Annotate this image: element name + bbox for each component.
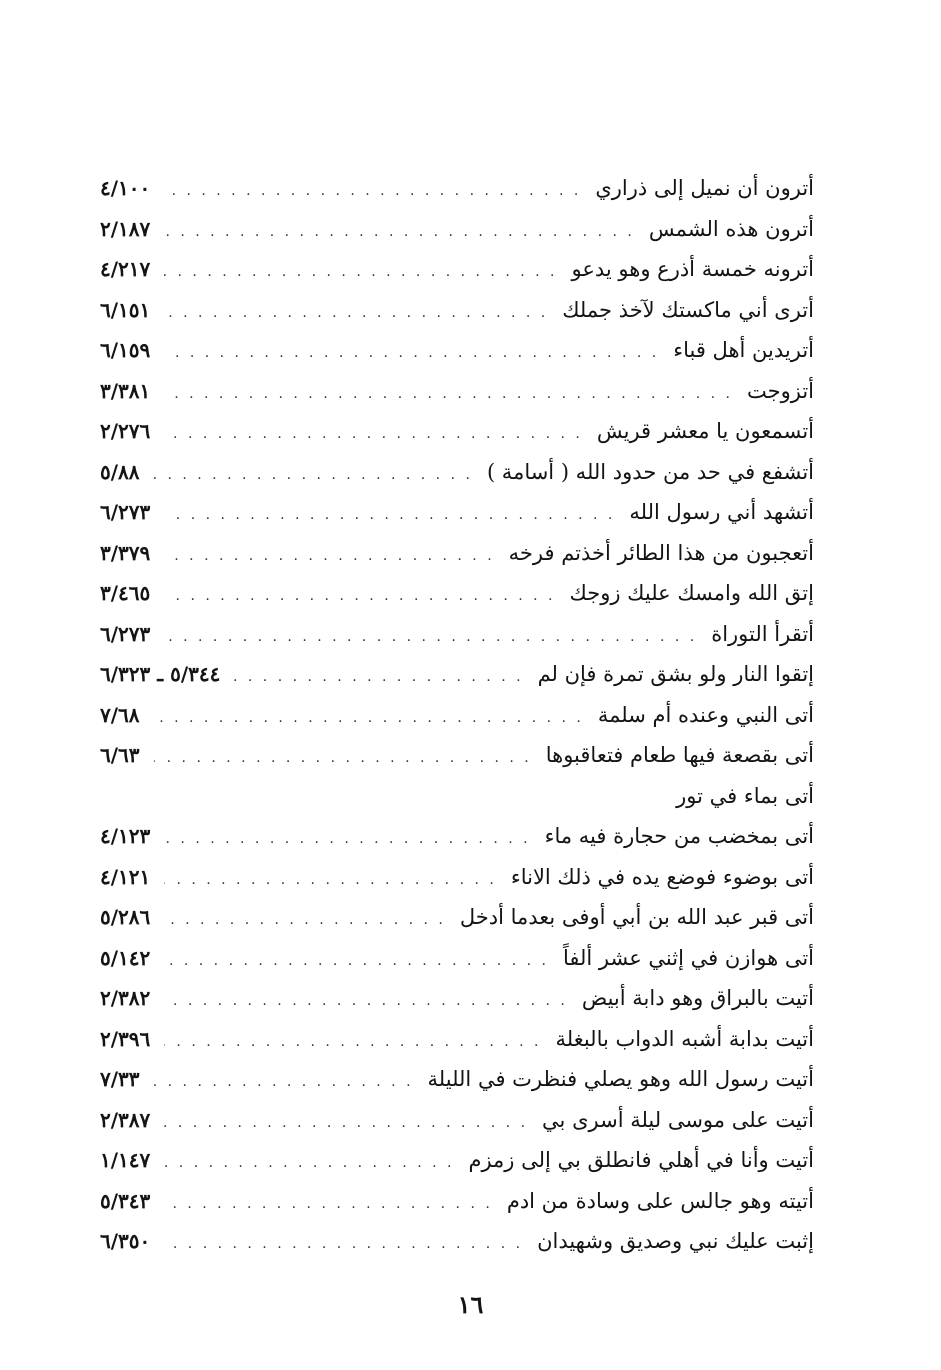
dot-leader	[164, 1022, 541, 1062]
entry-text: أتى النبي وعنده أم سلمة	[597, 702, 814, 727]
dot-leader	[154, 455, 473, 495]
entry-reference: ٤/١٢٣	[100, 824, 151, 848]
entry-text: أتيت وأنا في أهلي فانطلق بي إلى زمزم	[468, 1148, 814, 1172]
entry-reference: ٥/٣٤٣	[100, 1188, 151, 1213]
index-entry	[100, 857, 814, 898]
index-entry	[100, 452, 814, 493]
index-entry	[100, 168, 814, 209]
entry-text: إثبت عليك نبي وصديق وشهيدان	[537, 1229, 814, 1253]
index-entry	[100, 1100, 814, 1141]
dot-leader	[164, 212, 635, 252]
dot-leader	[164, 374, 733, 414]
index-entry	[100, 614, 814, 655]
dot-leader	[164, 981, 568, 1021]
index-entry	[100, 1181, 814, 1222]
page-number: ١٦	[457, 1290, 484, 1319]
index-entry	[100, 411, 814, 452]
entry-text: أتشهد أني رسول الله	[629, 500, 814, 524]
entry-reference: ٦/٣٥٠	[100, 1229, 151, 1253]
entry-reference: ٥/١٤٢	[100, 945, 151, 970]
dot-leader	[234, 657, 523, 697]
index-entry	[100, 938, 814, 979]
entry-text: إتقوا النار ولو بشق تمرة فإن لم	[537, 662, 814, 686]
entry-reference: ٣/٣٨١	[100, 378, 151, 403]
index-entry	[100, 897, 814, 938]
entry-reference: ٧/٦٨	[100, 702, 140, 727]
entry-reference: ٤/١٠٠	[100, 176, 151, 200]
dot-leader	[164, 495, 615, 535]
entry-text: أتيته وهو جالس على وسادة من ادم	[506, 1188, 814, 1213]
entry-reference: ٢/٣٨٢	[100, 986, 151, 1010]
index-entry	[100, 1019, 814, 1060]
index-list	[100, 168, 814, 1262]
dot-leader	[164, 819, 530, 859]
index-entry	[100, 330, 814, 371]
dot-leader	[154, 1062, 414, 1102]
entry-text: أتيت رسول الله وهو يصلي فنظرت في الليلة	[427, 1067, 814, 1091]
entry-reference: ٤/٢١٧	[100, 257, 151, 281]
dot-leader	[154, 698, 584, 738]
dot-leader	[164, 333, 659, 373]
dot-leader	[164, 576, 555, 616]
dot-leader	[164, 536, 494, 576]
dot-leader	[164, 941, 549, 981]
entry-reference: ٣/٣٧٩	[100, 540, 151, 565]
dot-leader	[164, 414, 583, 454]
entry-text: أتى بوضوء فوضع يده في ذلك الاناء	[510, 864, 814, 889]
dot-leader	[164, 293, 548, 333]
entry-text: أتى بماء في تور	[676, 783, 814, 808]
entry-reference: ١/١٤٧	[100, 1148, 151, 1172]
entry-text: أتيت بدابة أشبه الدواب بالبغلة	[555, 1026, 814, 1051]
entry-text: أتعجبون من هذا الطائر أخذتم فرخه	[508, 540, 814, 565]
dot-leader	[164, 900, 446, 940]
dot-leader	[164, 1224, 523, 1264]
entry-reference: ٢/٣٩٦	[100, 1026, 151, 1051]
index-entry	[100, 1059, 814, 1100]
index-entry	[100, 978, 814, 1019]
entry-text: أتقرأ التوراة	[711, 621, 814, 646]
entry-reference: ٦/١٥٩	[100, 338, 151, 362]
entry-text: أتى قبر عبد الله بن أبي أوفى بعدما أدخل	[459, 905, 814, 929]
dot-leader	[164, 1143, 454, 1183]
entry-text: أتسمعون يا معشر قريش	[596, 419, 814, 443]
entry-text: إتق الله وامسك عليك زوجك	[569, 581, 814, 605]
dot-leader	[164, 1103, 528, 1143]
entry-text: أترى أني ماكستك لآخذ جملك	[562, 297, 814, 322]
entry-reference: ٦/٦٣	[100, 743, 140, 767]
entry-text: أتى بقصعة فيها طعام فتعاقبوها	[545, 743, 814, 767]
index-entry	[100, 492, 814, 533]
index-entry	[100, 371, 814, 412]
entry-text: أتيت بالبراق وهو دابة أبيض	[581, 986, 814, 1010]
entry-reference: ٤/١٢١	[100, 864, 151, 889]
entry-text: أتى بمخضب من حجارة فيه ماء	[544, 824, 814, 848]
index-entry	[100, 249, 814, 290]
entry-reference: ٥/٨٨	[100, 459, 140, 484]
entry-text: أتيت على موسى ليلة أسرى بي	[542, 1107, 814, 1132]
dot-leader	[164, 252, 557, 292]
dot-leader	[154, 738, 532, 778]
entry-reference: ٥/٢٨٦	[100, 905, 151, 929]
entry-reference: ٦/١٥١	[100, 297, 151, 322]
index-entry	[100, 816, 814, 857]
index-entry	[100, 1221, 814, 1262]
entry-text: أترونه خمسة أذرع وهو يدعو	[571, 257, 814, 281]
index-entry	[100, 209, 814, 250]
index-entry	[100, 695, 814, 736]
entry-text: أتزوجت	[746, 378, 814, 403]
index-entry	[100, 533, 814, 574]
dot-leader	[164, 617, 697, 657]
entry-reference: ٥/٣٤٤ ـ ٦/٣٢٣	[100, 662, 221, 686]
entry-reference: ٦/٢٧٣	[100, 500, 151, 524]
entry-reference: ٧/٣٣	[100, 1067, 140, 1091]
index-entry	[100, 776, 814, 817]
entry-text: أترون أن نميل إلى ذراري	[595, 176, 814, 200]
entry-reference: ٣/٤٦٥	[100, 581, 151, 605]
entry-reference: ٢/٢٧٦	[100, 419, 151, 443]
entry-text: أترون هذه الشمس	[648, 216, 814, 241]
dot-leader	[164, 171, 581, 211]
entry-text: أتى هوازن في إثني عشر ألفاً	[562, 945, 814, 970]
entry-reference: ٢/٣٨٧	[100, 1107, 151, 1132]
dot-leader	[164, 860, 497, 900]
index-entry	[100, 735, 814, 776]
index-entry	[100, 654, 814, 695]
index-entry	[100, 290, 814, 331]
entry-reference: ٦/٢٧٣	[100, 621, 151, 646]
entry-reference: ٢/١٨٧	[100, 216, 151, 241]
index-entry	[100, 1140, 814, 1181]
entry-text: أتشفع في حد من حدود الله ( أسامة )	[486, 459, 814, 484]
dot-leader	[164, 1184, 493, 1224]
index-entry	[100, 573, 814, 614]
entry-text: أتريدين أهل قباء	[673, 338, 814, 362]
